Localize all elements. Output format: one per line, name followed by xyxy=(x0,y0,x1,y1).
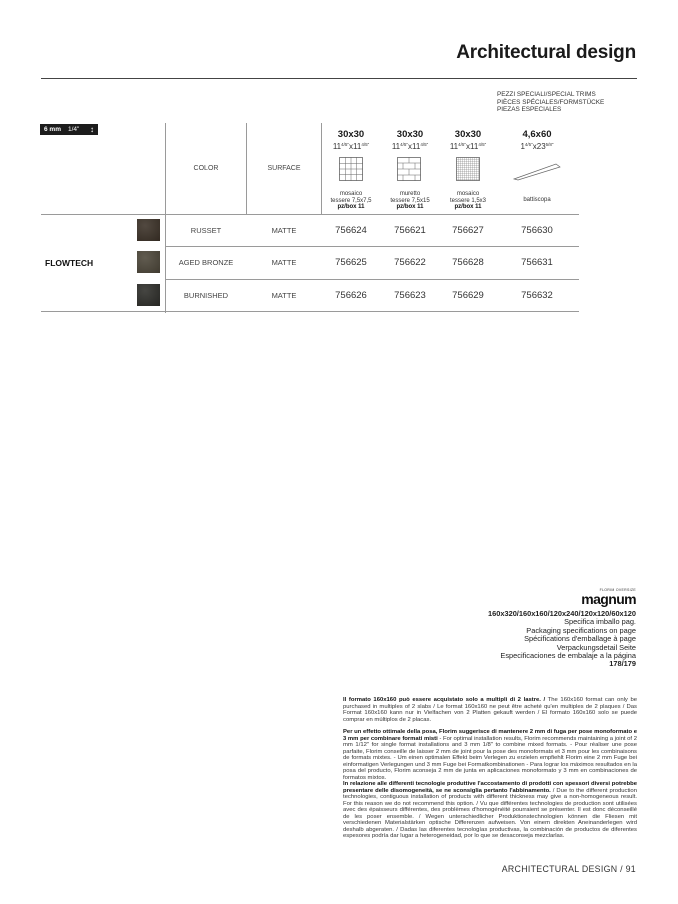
format-header xyxy=(321,130,381,151)
color-swatch xyxy=(137,284,160,306)
page-title: Architectural design xyxy=(456,42,636,63)
row-color: AGED BRONZE xyxy=(178,258,234,267)
packaging-line: Verpackungsdetail Seite xyxy=(556,642,636,652)
thickness-arrow-icon: ↕ xyxy=(90,125,94,134)
row-surface: MATTE xyxy=(271,226,297,235)
color-column-header: COLOR xyxy=(193,165,219,172)
trim-description: mosaico tessere 7,5x7,5 pz/box 11 xyxy=(330,191,372,211)
format-header xyxy=(438,130,498,151)
format-size: 30x30 xyxy=(337,129,365,140)
product-code: 756631 xyxy=(521,257,553,268)
thickness-mm: 6 mm xyxy=(44,126,61,133)
table-divider xyxy=(165,123,166,313)
product-code: 756622 xyxy=(394,257,426,268)
format-header xyxy=(380,130,440,151)
packaging-sizes: 160x320/160x160/120x240/120x120/60x120 xyxy=(488,609,636,618)
trims-header-line: PEZZI SPECIALI/SPECIAL TRIMS xyxy=(497,91,596,98)
row-surface: MATTE xyxy=(271,258,297,267)
packaging-pages: 178/179 xyxy=(609,659,636,669)
trim-description: mosaico tessere 1,5x3 pz/box 11 xyxy=(449,191,487,211)
color-swatch xyxy=(137,219,160,241)
table-divider xyxy=(165,279,579,280)
fine-mosaic-icon xyxy=(456,157,480,181)
brand-logo xyxy=(581,588,636,606)
packaging-line: Spécifications d'emballage à page xyxy=(524,634,636,644)
format-size-inch: $1^{4/5"}x23^{5/8"}$ xyxy=(520,142,554,151)
note-paragraph: Per un effetto ottimale della posa, Florim suggerisce di mantenere 2 mm di fuga per pose monoformato e 3 mm per combinare formati misti - For optimal installation results, Florim recommends maintaining a joint of 2 mm 1/12" for single format installations and 3 mm 1/8" to combine mixed formats. - Pour réaliser une pose parfaite, Florim conseille de laisser 2 mm de joint pour la pose des monoformats et 3 mm pour les combinaisons de formats mixtes. - Um einen optimalen Effekt beim Verlegen zu erzielen empfiehlt Florim eine 2 mm Fuge bei einformatigen Verlegungen und 3 mm Fuge bei Formatkombinationen - Para lograr los máximos resultados en la posa del producto, Florim aconseja 2 mm de junta en aplicaciones monoformato y 3 mm en combinaciones de formatos mixtos. xyxy=(343,729,637,781)
product-code: 756629 xyxy=(452,290,484,301)
format-size: 30x30 xyxy=(396,129,424,140)
trims-header-line: PIEZAS ESPECIALES xyxy=(497,106,562,114)
format-header xyxy=(507,130,567,151)
product-code: 756623 xyxy=(394,290,426,301)
trims-header-line: PIÈCES SPÉCIALES/FORMSTÜCKE xyxy=(497,98,605,106)
table-divider xyxy=(41,311,579,312)
packaging-line: Specifica imballo pag. xyxy=(564,617,636,627)
row-surface: MATTE xyxy=(271,291,297,300)
note-paragraph: In relazione alle differenti tecnologie produttive l'accostamento di prodotti con spessori diversi potrebbe presentare delle disomogeneità, se ne sconsiglia pertanto l'abbinamento. / Due to the different production technologies, contiguous installation of products with different thickness may give a non-homogeneous result. For this reason we do not recommend this option. / Vu que différentes technologies de production sont utilisées avec des épaisseurs différentes, des problèmes d'homogénéité pourraient se présenter. Il est donc déconseillé de les poser ensemble. / Wegen unterschiedlicher Produktionstechnologien können die Fliesen mit verschiedenen Materialstärken optische Differenzen aufweisen. Von einem direkten Aneinanderlegen wird deshalb abgeraten. / Dadas las diferentes tecnologías productivas, la combinación de productos de diferentes espesores podría dar lugar a heterogeneidad, por lo que se desaconseja mezclarlas. xyxy=(343,781,637,839)
product-code: 756626 xyxy=(335,290,367,301)
color-swatch xyxy=(137,251,160,273)
table-divider xyxy=(165,246,579,247)
format-size: 30x30 xyxy=(454,129,482,140)
format-size-inch: $11^{4/5"}x11^{4/5"}$ xyxy=(332,142,370,151)
product-code: 756632 xyxy=(521,290,553,301)
title-divider xyxy=(41,78,637,79)
row-color: RUSSET xyxy=(190,226,222,235)
row-color: BURNISHED xyxy=(183,291,229,300)
thickness-badge xyxy=(40,124,98,135)
page-footer: ARCHITECTURAL DESIGN / 91 xyxy=(501,864,636,874)
product-code: 756630 xyxy=(521,225,553,236)
format-size-inch: $11^{4/5"}x11^{4/5"}$ xyxy=(391,142,429,151)
product-code: 756625 xyxy=(335,257,367,268)
table-divider xyxy=(41,214,579,215)
surface-column-header: SURFACE xyxy=(267,165,301,172)
brand-subtitle: FLORIM OVERSIZE xyxy=(599,588,636,592)
packaging-info xyxy=(488,610,636,669)
thickness-inch: 1/4" xyxy=(68,126,80,133)
format-size: 4,6x60 xyxy=(522,129,552,140)
product-code: 756621 xyxy=(394,225,426,236)
packaging-line: Especificaciones de embalaje a la página xyxy=(500,651,636,661)
brand-logo-text: magnum xyxy=(581,591,636,607)
brick-wall-icon xyxy=(397,157,421,181)
product-code: 756627 xyxy=(452,225,484,236)
format-size-inch: $11^{4/5"}x11^{4/5"}$ xyxy=(449,142,487,151)
trim-description: muretto tessere 7,5x15 pz/box 11 xyxy=(390,191,430,211)
skirting-icon xyxy=(512,161,562,181)
special-trims-header xyxy=(497,91,604,114)
packaging-line: Packaging specifications on page xyxy=(526,625,636,635)
product-code: 756624 xyxy=(335,225,367,236)
mosaic-grid-icon xyxy=(339,157,363,181)
trim-description: battiscopa xyxy=(523,197,551,203)
product-code: 756628 xyxy=(452,257,484,268)
note-paragraph: Il formato 160x160 può essere acquistato solo a multipli di 2 lastre. / The 160x160 format can only be purchased in multiples of 2 slabs / Le format 160x160 ne peut être acheté qu'en multiples de 2 plaques / Das Format 160x160 kann nur in Vielfachen von 2 Platten gekauft werden / El formato 160x160 solo se puede comprar en múltiplos de 2 placas. xyxy=(343,697,638,723)
series-name: FLOWTECH xyxy=(45,258,94,268)
